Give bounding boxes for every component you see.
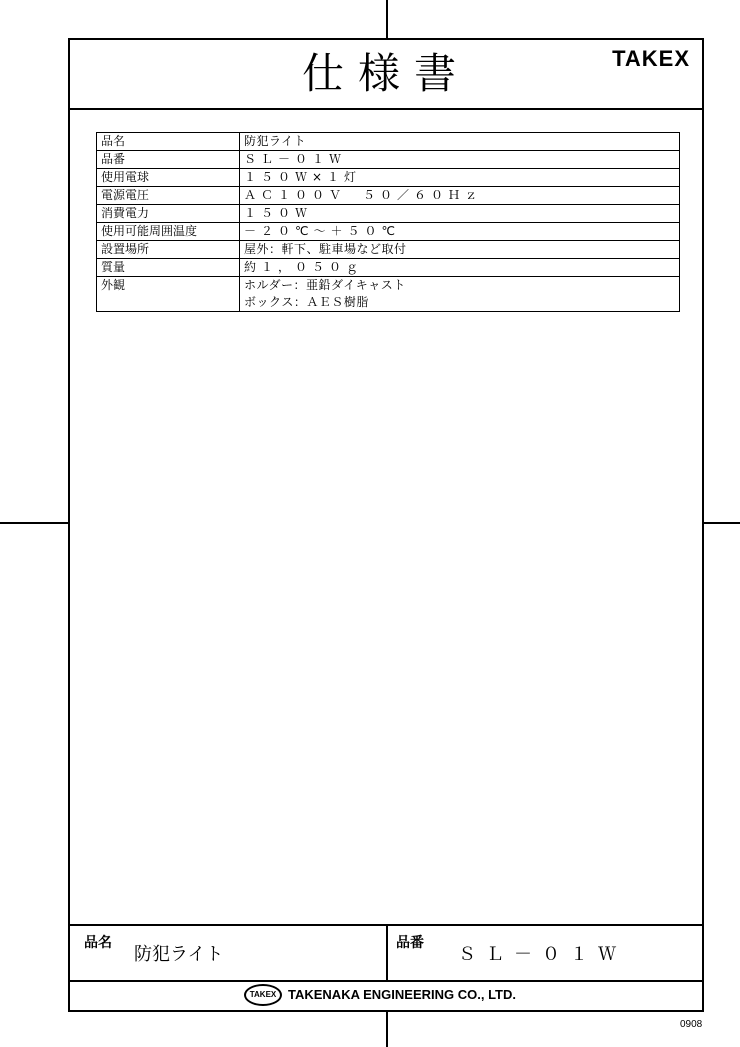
company-row [70,980,702,1012]
spec-value: １５０Ｗ×１灯 [240,169,680,187]
spec-value: 屋外：軒下、駐車場など取付 [240,241,680,259]
spec-label: 使用電球 [97,169,240,187]
table-row [97,241,680,259]
table-row [97,277,680,312]
spec-value: ＡＣ１００Ｖ ５０／６０Ｈｚ [240,187,680,205]
spec-label: 設置場所 [97,241,240,259]
spec-value-line: ホルダー：亜鉛ダイキャスト [244,278,406,292]
spec-label: 消費電力 [97,205,240,223]
document-title: 仕様書 [301,49,470,98]
footer-row [70,924,702,982]
spec-value: 約１，０５０ｇ [240,259,680,277]
company-logo: TAKEX [244,984,282,1006]
crop-mark-right [704,522,740,524]
spec-value: 防犯ライト [240,133,680,151]
footer-divider [386,926,388,980]
crop-mark-bottom [386,1012,388,1047]
table-row [97,151,680,169]
company-name: TAKENAKA ENGINEERING CO., LTD. [288,987,516,1002]
spec-label: 外観 [97,277,240,312]
document-frame [68,38,704,1012]
spec-label: 品番 [97,151,240,169]
spec-label: 電源電圧 [97,187,240,205]
table-row [97,205,680,223]
spec-value-line: ボックス：ＡＥＳ樹脂 [244,295,369,309]
spec-value: １５０Ｗ [240,205,680,223]
spec-value [240,277,680,312]
table-row [97,133,680,151]
footer-number-label: 品番 [396,935,424,951]
spec-value: ＳＬ－０１Ｗ [240,151,680,169]
crop-mark-top [386,0,388,38]
footer-name-label: 品名 [84,935,112,951]
table-row [97,187,680,205]
spec-label: 使用可能周囲温度 [97,223,240,241]
table-row [97,223,680,241]
spec-table [96,132,680,312]
document-code: 0908 [680,1019,703,1030]
spec-value: －２０℃～＋５０℃ [240,223,680,241]
crop-mark-left [0,522,68,524]
spec-label: 質量 [97,259,240,277]
spec-label: 品名 [97,133,240,151]
table-row [97,169,680,187]
footer-number-value: ＳＬ－０１Ｗ [458,944,626,965]
title-row [70,40,702,110]
table-row [97,259,680,277]
takex-logo: TAKEX [612,46,690,71]
footer-name-value: 防犯ライト [134,944,224,965]
